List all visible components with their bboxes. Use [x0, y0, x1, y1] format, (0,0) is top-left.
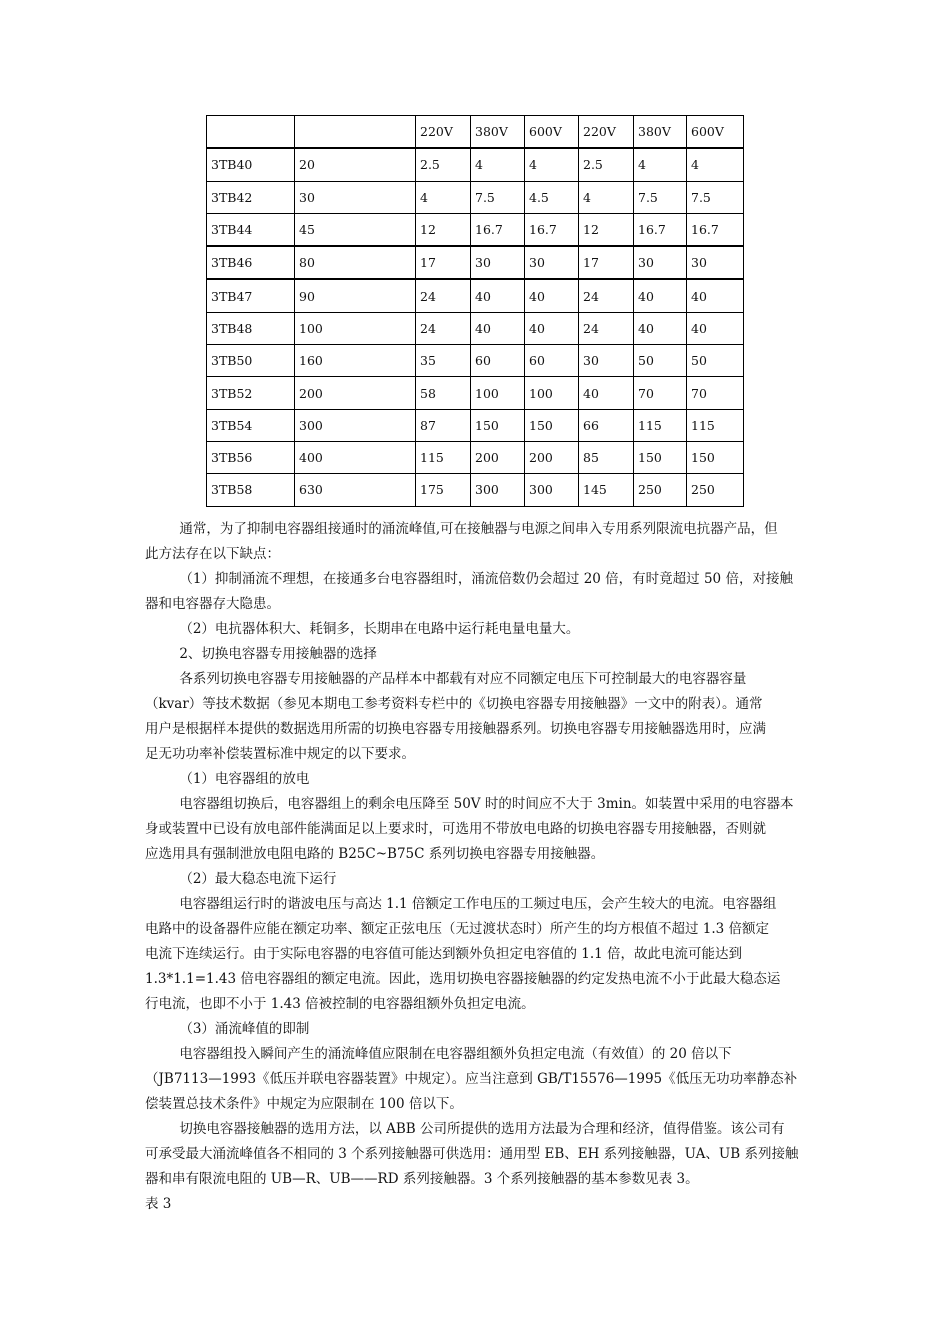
- table-cell: 40: [687, 312, 744, 344]
- body-paragraph: 切换电容器接触器的选用方法，以 ABB 公司所提供的选用方法最为合理和经济，值得借鉴。该公司有 可承受最大涌流峰值各不相同的 3 个系列接触器可供选用：通用型 EB、EH 系列接触器，UA、UB 系列接触 器和串有限流电阻的 UB—R、UB——RD 系列接触器。3 个系列接触器的基本参数见表 3。: [145, 1121, 799, 1187]
- table-cell: 30: [579, 345, 634, 377]
- table-cell: 50: [634, 345, 687, 377]
- table-cell: 145: [579, 474, 634, 506]
- body-paragraph: 电容器组投入瞬间产生的涌流峰值应限制在电容器组额外负担定电流（有效值）的 20 倍以下 （JB7113—1993《低压并联电容器装置》中规定）。应当注意到 GB/T15576—1995《低压无功功率静态补 偿装置总技术条件》中规定为应限制在 100 倍以下。: [145, 1046, 798, 1112]
- contactor-rating-table: [206, 115, 744, 507]
- table-cell: 80: [295, 246, 416, 279]
- table-row: [207, 213, 744, 246]
- table-cell: 2.5: [416, 148, 471, 181]
- table-cell: 85: [579, 441, 634, 473]
- table-cell: 200: [295, 377, 416, 409]
- table-cell: 40: [634, 279, 687, 312]
- table-cell: 200: [471, 441, 525, 473]
- table-cell: 30: [295, 181, 416, 213]
- table-cell: 40: [634, 312, 687, 344]
- table-cell: 600V: [525, 116, 579, 149]
- body-paragraph: （1）电容器组的放电: [145, 771, 310, 787]
- body-paragraph: 各系列切换电容器专用接触器的产品样本中都载有对应不同额定电压下可控制最大的电容器容量 （kvar）等技术数据（参见本期电工参考资料专栏中的《切换电容器专用接触器》一文中的附表）。通常 用户是根据样本提供的数据选用所需的切换电容器专用接触器系列。切换电容器专用接触器选用时，应满 足无功功率补偿装置标准中规定的以下要求。: [145, 671, 766, 762]
- table-cell: 70: [687, 377, 744, 409]
- body-paragraph: 电容器组切换后，电容器组上的剩余电压降至 50V 时的时间应不大于 3min。如装置中采用的电容器本 身或装置中已设有放电部件能满面足以上要求时，可选用不带放电电路的切换电容器专用接触器，否则就 应选用具有强制泄放电阻电路的 B25C~B75C 系列切换电容器专用接触器。: [145, 796, 794, 862]
- table-row: [207, 345, 744, 377]
- table-cell: 3TB46: [207, 246, 295, 279]
- table-cell: 3TB40: [207, 148, 295, 181]
- table-cell: 300: [525, 474, 579, 506]
- table-cell: 50: [687, 345, 744, 377]
- table-cell: 220V: [416, 116, 471, 149]
- table-cell: 100: [471, 377, 525, 409]
- table-cell: 24: [579, 312, 634, 344]
- table-cell: 3TB58: [207, 474, 295, 506]
- body-paragraph: （2）电抗器体积大、耗铜多，长期串在电路中运行耗电量电量大。: [145, 621, 580, 637]
- table-row: [207, 474, 744, 506]
- table-cell: 300: [471, 474, 525, 506]
- table-cell: 40: [579, 377, 634, 409]
- table-cell: 4: [525, 148, 579, 181]
- table-cell: 200: [525, 441, 579, 473]
- table-cell: 150: [634, 441, 687, 473]
- table-cell: 3TB47: [207, 279, 295, 312]
- table-cell: 3TB56: [207, 441, 295, 473]
- table-cell: 175: [416, 474, 471, 506]
- table-cell: 115: [634, 409, 687, 441]
- table-header-row: [207, 116, 744, 149]
- table-cell: 4.5: [525, 181, 579, 213]
- table-cell: [295, 116, 416, 149]
- table-cell: 4: [416, 181, 471, 213]
- table-cell: 30: [471, 246, 525, 279]
- table-cell: 380V: [634, 116, 687, 149]
- table-cell: 4: [634, 148, 687, 181]
- body-paragraph: 2、切换电容器专用接触器的选择: [145, 646, 377, 662]
- table-cell: 630: [295, 474, 416, 506]
- body-paragraph: 电容器组运行时的谐波电压与高达 1.1 倍额定工作电压的工频过电压，会产生较大的电流。电容器组 电路中的设备器件应能在额定功率、额定正弦电压（无过渡状态时）所产生的均方根值不超过 1.3 倍额定 电流下连续运行。由于实际电容器的电容值可能达到额外负担定电容值的 1.1 倍，故此电流可能达到 1.3*1.1=1.43 倍电容器组的额定电流。因此，选用切换电容器接触器的约定发热电流不小于此最大稳态运 行电流，也即不小于 1.43 倍被控制的电容器组额外负担定电流。: [145, 896, 781, 1012]
- table-cell: 4: [471, 148, 525, 181]
- table-cell: 400: [295, 441, 416, 473]
- table-cell: 2.5: [579, 148, 634, 181]
- table-row: [207, 312, 744, 344]
- table-cell: 66: [579, 409, 634, 441]
- table-cell: 40: [525, 279, 579, 312]
- body-paragraph: （2）最大稳态电流下运行: [145, 871, 337, 887]
- table-cell: 7.5: [471, 181, 525, 213]
- table-cell: 30: [687, 246, 744, 279]
- table-cell: 7.5: [687, 181, 744, 213]
- table-cell: 250: [687, 474, 744, 506]
- table-cell: 115: [687, 409, 744, 441]
- table-cell: 30: [634, 246, 687, 279]
- table-cell: 70: [634, 377, 687, 409]
- table-cell: 250: [634, 474, 687, 506]
- table-cell: 3TB50: [207, 345, 295, 377]
- table-cell: 12: [579, 213, 634, 246]
- table-cell: 4: [687, 148, 744, 181]
- table-cell: 16.7: [525, 213, 579, 246]
- table-cell: 100: [295, 312, 416, 344]
- table-cell: 160: [295, 345, 416, 377]
- table-row: [207, 441, 744, 473]
- table-cell: 24: [416, 279, 471, 312]
- table-cell: 40: [687, 279, 744, 312]
- table-cell: 87: [416, 409, 471, 441]
- table-cell: 4: [579, 181, 634, 213]
- table-cell: 150: [471, 409, 525, 441]
- table-cell: 35: [416, 345, 471, 377]
- table-cell: 12: [416, 213, 471, 246]
- body-paragraph: （3）涌流峰值的即制: [145, 1021, 310, 1037]
- table-cell: 3TB52: [207, 377, 295, 409]
- table-caption: 表 3: [145, 1196, 172, 1212]
- table-cell: 60: [525, 345, 579, 377]
- table-cell: 58: [416, 377, 471, 409]
- table-row: [207, 279, 744, 312]
- table-cell: 3TB44: [207, 213, 295, 246]
- body-paragraph: （1）抑制涌流不理想，在接通多台电容器组时，涌流倍数仍会超过 20 倍，有时竟超过 50 倍，对接触 器和电容器存大隐患。: [145, 571, 793, 612]
- table-cell: 115: [416, 441, 471, 473]
- table-cell: 60: [471, 345, 525, 377]
- table-cell: 150: [687, 441, 744, 473]
- body-paragraph: 通常，为了抑制电容器组接通时的涌流峰值,可在接触器与电源之间串入专用系列限流电抗器产品，但 此方法存在以下缺点：: [145, 521, 778, 562]
- table-cell: 20: [295, 148, 416, 181]
- table-cell: 24: [579, 279, 634, 312]
- table-cell: 3TB54: [207, 409, 295, 441]
- table-cell: 220V: [579, 116, 634, 149]
- table-cell: 45: [295, 213, 416, 246]
- table-cell: 7.5: [634, 181, 687, 213]
- table-cell: 150: [525, 409, 579, 441]
- table-cell: 40: [471, 279, 525, 312]
- table-cell: 17: [579, 246, 634, 279]
- table-cell: [207, 116, 295, 149]
- table-cell: 40: [471, 312, 525, 344]
- table-cell: 300: [295, 409, 416, 441]
- table-row: [207, 181, 744, 213]
- table-row: [207, 377, 744, 409]
- table-cell: 380V: [471, 116, 525, 149]
- table-cell: 3TB48: [207, 312, 295, 344]
- table-cell: 40: [525, 312, 579, 344]
- table-cell: 16.7: [687, 213, 744, 246]
- table-cell: 100: [525, 377, 579, 409]
- table-cell: 16.7: [471, 213, 525, 246]
- table-cell: 3TB42: [207, 181, 295, 213]
- table-row: [207, 246, 744, 279]
- table-row: [207, 409, 744, 441]
- table-cell: 16.7: [634, 213, 687, 246]
- table-cell: 90: [295, 279, 416, 312]
- table-cell: 600V: [687, 116, 744, 149]
- table-cell: 30: [525, 246, 579, 279]
- table-cell: 24: [416, 312, 471, 344]
- table-cell: 17: [416, 246, 471, 279]
- table-row: [207, 148, 744, 181]
